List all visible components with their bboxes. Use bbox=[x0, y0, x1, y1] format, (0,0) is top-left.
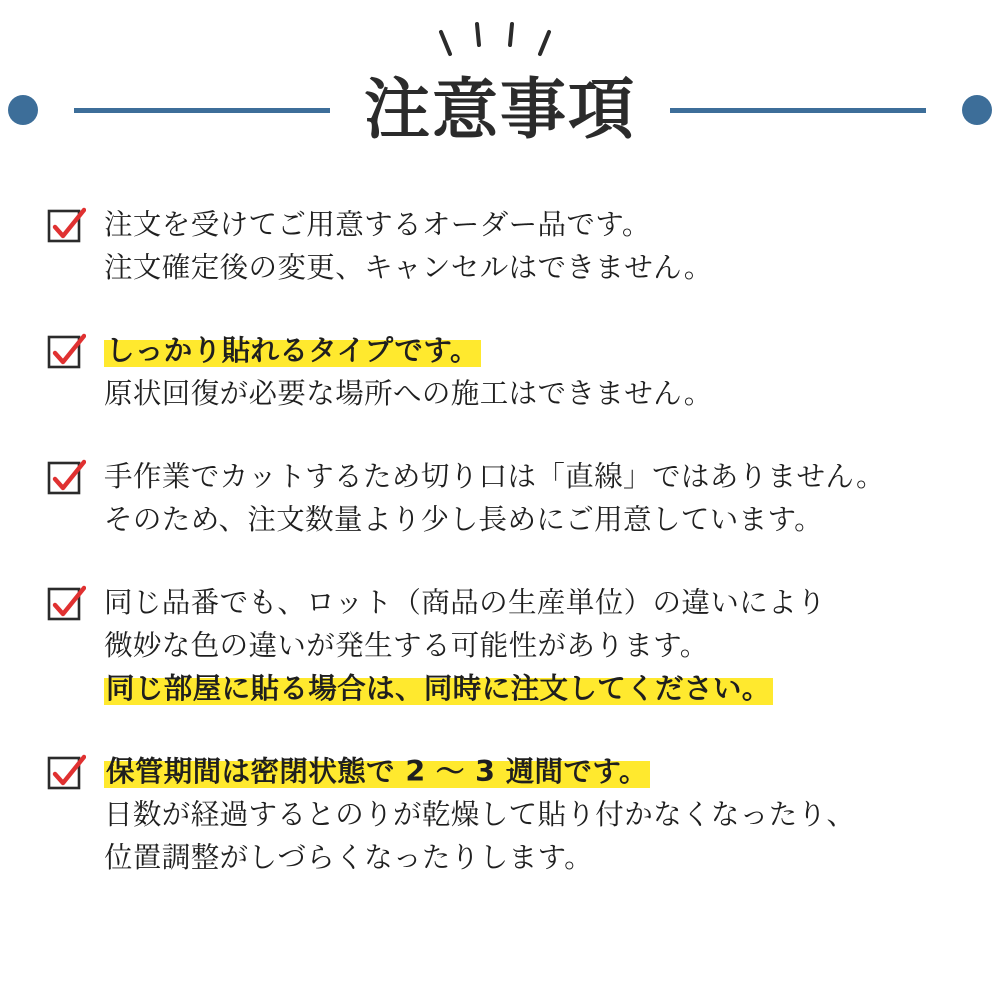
title-row bbox=[0, 62, 1000, 158]
note-line: 微妙な色の違いが発生する可能性があります。 bbox=[104, 629, 709, 662]
page-title: 注意事項 bbox=[364, 71, 636, 148]
list-item bbox=[46, 329, 956, 415]
note-text bbox=[104, 455, 956, 541]
note-line bbox=[104, 750, 956, 793]
spark-burst-icon bbox=[0, 18, 1000, 68]
note-line: そのため、注文数量より少し長めにご用意しています。 bbox=[104, 503, 824, 536]
note-line: 注文確定後の変更、キャンセルはできません。 bbox=[104, 251, 713, 284]
highlighted-text: 保管期間は密閉状態で 2 〜 3 週間です。 bbox=[106, 755, 648, 788]
highlighted-text: 同じ部屋に貼る場合は、同時に注文してください。 bbox=[106, 672, 771, 705]
note-line: 同じ品番でも、ロット（商品の生産単位）の違いにより bbox=[104, 586, 826, 619]
note-line bbox=[104, 329, 956, 372]
notes-list bbox=[0, 203, 1000, 879]
checkbox-checked-icon bbox=[46, 207, 86, 247]
note-line: 注文を受けてご用意するオーダー品です。 bbox=[104, 208, 651, 241]
note-text bbox=[104, 750, 956, 879]
list-item bbox=[46, 455, 956, 541]
note-line: 日数が経過するとのりが乾燥して貼り付かなくなったり、 bbox=[104, 798, 856, 831]
checkbox-checked-icon bbox=[46, 459, 86, 499]
note-text bbox=[104, 329, 956, 415]
checkbox-checked-icon bbox=[46, 585, 86, 625]
page-header bbox=[0, 0, 1000, 175]
note-line: 位置調整がしづらくなったりします。 bbox=[104, 841, 594, 874]
highlighted-text: しっかり貼れるタイプです。 bbox=[106, 334, 479, 367]
note-line: 手作業でカットするため切り口は「直線」ではありません。 bbox=[104, 460, 885, 493]
list-item bbox=[46, 203, 956, 289]
note-line: 原状回復が必要な場所への施工はできません。 bbox=[104, 377, 713, 410]
checkbox-checked-icon bbox=[46, 754, 86, 794]
header-dot-left bbox=[8, 95, 38, 125]
list-item bbox=[46, 581, 956, 710]
checkbox-checked-icon bbox=[46, 333, 86, 373]
note-text bbox=[104, 203, 956, 289]
header-rule-left bbox=[74, 108, 330, 113]
list-item bbox=[46, 750, 956, 879]
note-line bbox=[104, 667, 956, 710]
note-text bbox=[104, 581, 956, 710]
header-dot-right bbox=[962, 95, 992, 125]
header-rule-right bbox=[670, 108, 926, 113]
